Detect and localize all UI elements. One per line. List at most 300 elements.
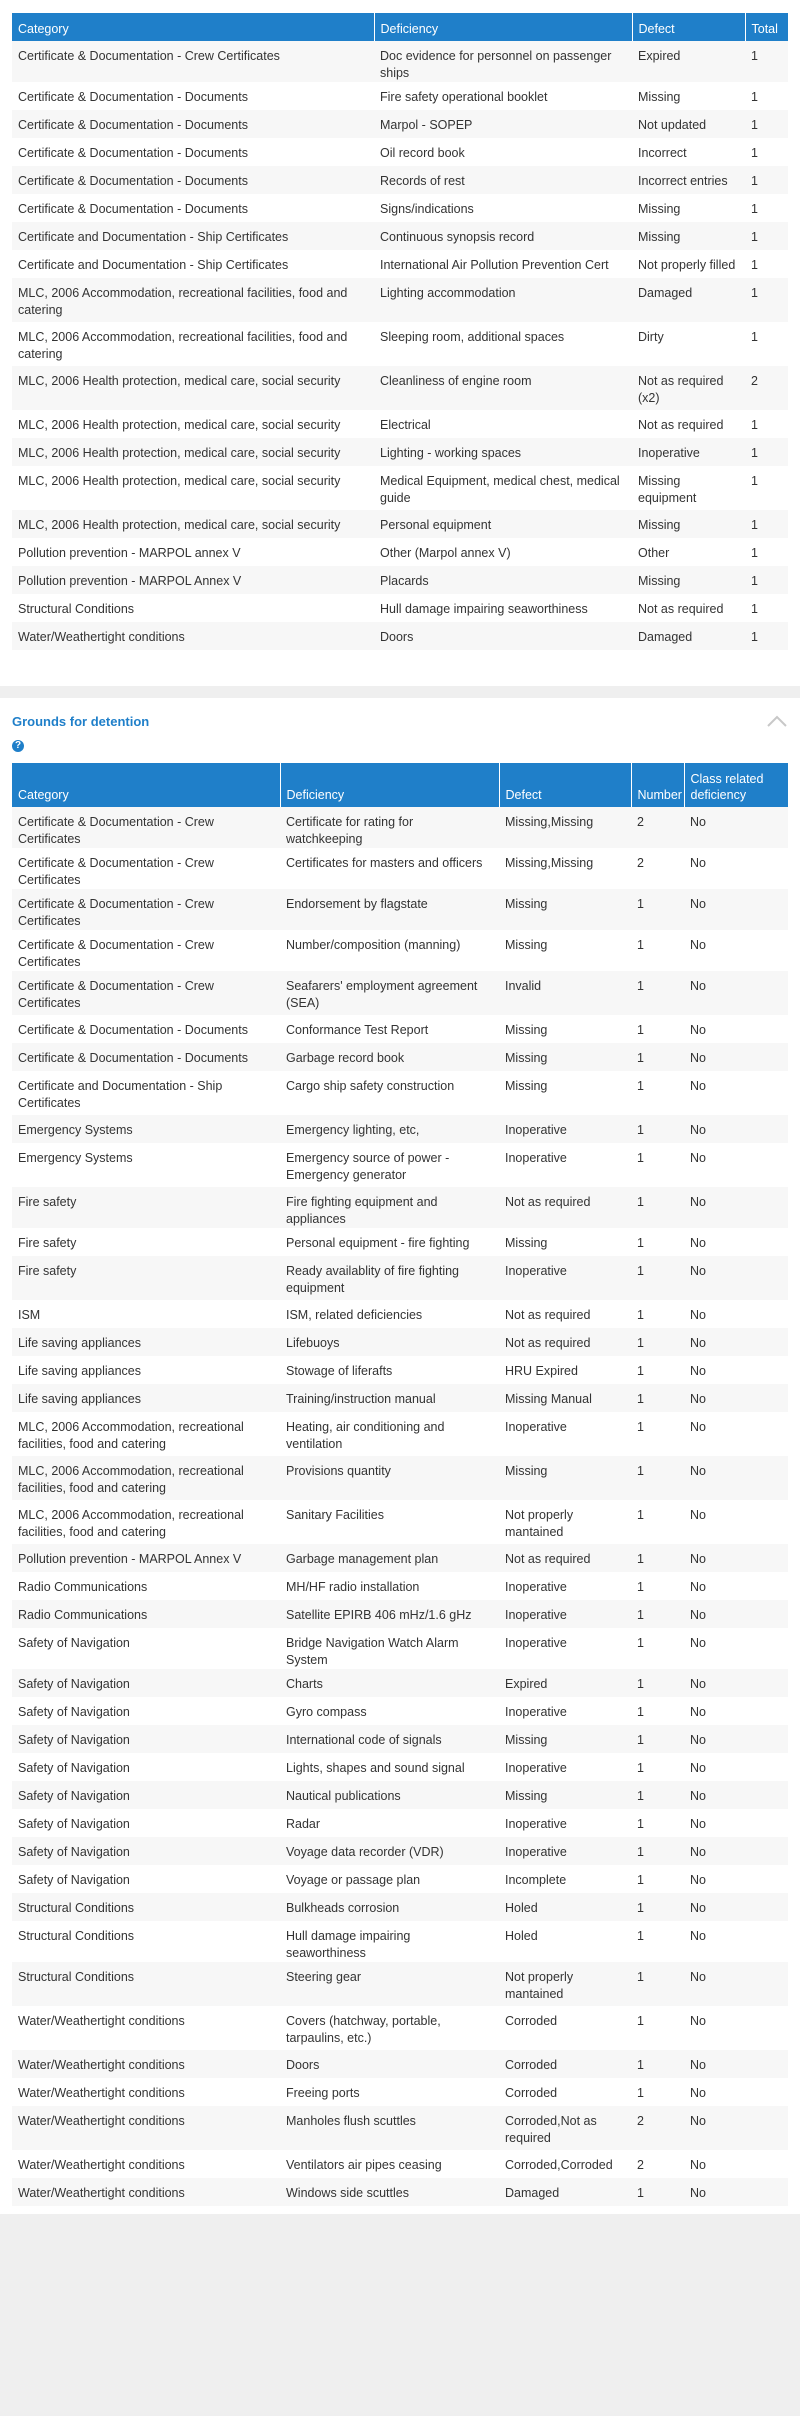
- cell-category: Certificate & Documentation - Crew Certificates: [18, 979, 214, 1010]
- table-row: [12, 1143, 788, 1187]
- table-header-row: [12, 763, 788, 807]
- cell-number: 1: [637, 1580, 644, 1594]
- cell-defect: Expired: [638, 49, 681, 63]
- cell-category: Certificate & Documentation - Documents: [18, 1023, 248, 1037]
- cell-defect: Missing,Missing: [505, 815, 594, 829]
- cell-class-related: No: [690, 1873, 706, 1887]
- cell-category: Certificate and Documentation - Ship Certificates: [18, 1079, 223, 1110]
- cell-defect: Inoperative: [505, 1705, 567, 1719]
- cell-deficiency: Lights, shapes and sound signal: [286, 1761, 465, 1775]
- table-row: [12, 1837, 788, 1865]
- table-row: [12, 1043, 788, 1071]
- table-row: [12, 322, 788, 366]
- cell-class-related: No: [690, 1123, 706, 1137]
- deficiencies-table: [12, 13, 788, 650]
- cell-deficiency: Doors: [380, 630, 414, 644]
- cell-defect: Inoperative: [638, 446, 700, 460]
- table-row: [12, 1256, 788, 1300]
- cell-defect: Not as required: [505, 1195, 591, 1209]
- cell-number: 1: [637, 1123, 644, 1137]
- cell-total: 1: [751, 518, 758, 532]
- table-row: [12, 848, 788, 889]
- cell-defect: Missing: [638, 574, 681, 588]
- cell-class-related: No: [690, 1970, 706, 1984]
- table-row: [12, 594, 788, 622]
- cell-defect: Inoperative: [505, 1845, 567, 1859]
- cell-defect: Incorrect entries: [638, 174, 728, 188]
- table-row: [12, 510, 788, 538]
- table-row: [12, 250, 788, 278]
- cell-number: 1: [637, 897, 644, 911]
- cell-deficiency: Garbage management plan: [286, 1552, 439, 1566]
- cell-category: Safety of Navigation: [18, 1761, 130, 1775]
- cell-defect: HRU Expired: [505, 1364, 578, 1378]
- cell-defect: Corroded: [505, 2014, 558, 2028]
- cell-total: 1: [751, 330, 758, 344]
- cell-class-related: No: [690, 1901, 706, 1915]
- cell-deficiency: Placards: [380, 574, 429, 588]
- cell-defect: Not as required (x2): [638, 374, 724, 405]
- cell-number: 1: [637, 1420, 644, 1434]
- cell-number: 2: [637, 2158, 644, 2172]
- cell-defect: Expired: [505, 1677, 548, 1691]
- cell-deficiency: Certificates for masters and officers: [286, 856, 483, 870]
- cell-deficiency: Medical Equipment, medical chest, medical guide: [380, 474, 620, 505]
- cell-defect: Missing: [638, 230, 681, 244]
- table-row: [12, 1725, 788, 1753]
- cell-deficiency: Voyage or passage plan: [286, 1873, 421, 1887]
- cell-defect: Inoperative: [505, 1151, 567, 1165]
- cell-number: 1: [637, 1873, 644, 1887]
- cell-defect: Missing: [505, 1733, 548, 1747]
- column-header-category[interactable]: Category: [12, 763, 280, 807]
- cell-number: 1: [637, 1051, 644, 1065]
- cell-number: 2: [637, 2114, 644, 2128]
- cell-category: Water/Weathertight conditions: [18, 2186, 185, 2200]
- column-header-deficiency[interactable]: Deficiency: [374, 13, 632, 41]
- cell-number: 1: [637, 1761, 644, 1775]
- cell-deficiency: Emergency lighting, etc,: [286, 1123, 420, 1137]
- cell-category: Certificate & Documentation - Crew Certificates: [18, 938, 214, 969]
- table-row: [12, 1865, 788, 1893]
- cell-defect: Inoperative: [505, 1636, 567, 1650]
- cell-category: Certificate & Documentation - Documents: [18, 1051, 248, 1065]
- chevron-up-icon[interactable]: [766, 714, 788, 728]
- cell-number: 1: [637, 1552, 644, 1566]
- table-row: [12, 1300, 788, 1328]
- column-header-category[interactable]: Category: [12, 13, 374, 41]
- cell-number: 1: [637, 1079, 644, 1093]
- table-row: [12, 1962, 788, 2006]
- cell-deficiency: Fire fighting equipment and appliances: [286, 1195, 438, 1226]
- cell-number: 1: [637, 2014, 644, 2028]
- cell-category: MLC, 2006 Accommodation, recreational facilities, food and catering: [18, 1508, 244, 1539]
- table-row: [12, 1356, 788, 1384]
- cell-class-related: No: [690, 1392, 706, 1406]
- table-row: [12, 930, 788, 971]
- cell-deficiency: Sanitary Facilities: [286, 1508, 384, 1522]
- cell-category: Safety of Navigation: [18, 1636, 130, 1650]
- table-row: [12, 971, 788, 1015]
- cell-defect: Corroded: [505, 2058, 558, 2072]
- cell-class-related: No: [690, 1789, 706, 1803]
- table-row: [12, 566, 788, 594]
- cell-total: 1: [751, 474, 758, 488]
- cell-number: 1: [637, 1195, 644, 1209]
- table-row: [12, 2106, 788, 2150]
- cell-defect: Missing equipment: [638, 474, 697, 505]
- cell-deficiency: Electrical: [380, 418, 431, 432]
- cell-number: 1: [637, 1023, 644, 1037]
- cell-category: Safety of Navigation: [18, 1789, 130, 1803]
- cell-deficiency: Sleeping room, additional spaces: [380, 330, 565, 344]
- cell-category: MLC, 2006 Accommodation, recreational facilities, food and catering: [18, 286, 348, 317]
- cell-deficiency: Emergency source of power - Emergency generator: [286, 1151, 450, 1182]
- table-row: [12, 1228, 788, 1256]
- cell-deficiency: Stowage of liferafts: [286, 1364, 393, 1378]
- cell-category: Structural Conditions: [18, 602, 135, 616]
- cell-defect: Inoperative: [505, 1123, 567, 1137]
- cell-class-related: No: [690, 1636, 706, 1650]
- cell-defect: Missing: [505, 1051, 548, 1065]
- cell-number: 1: [637, 1508, 644, 1522]
- table-row: [12, 1456, 788, 1500]
- column-header-defect[interactable]: Defect: [499, 763, 631, 807]
- cell-number: 1: [637, 1364, 644, 1378]
- cell-defect: Missing: [505, 1079, 548, 1093]
- cell-number: 1: [637, 1392, 644, 1406]
- cell-defect: Not properly filled: [638, 258, 736, 272]
- cell-defect: Missing: [638, 518, 681, 532]
- cell-category: Water/Weathertight conditions: [18, 630, 185, 644]
- cell-class-related: No: [690, 856, 706, 870]
- cell-class-related: No: [690, 1677, 706, 1691]
- table-row: [12, 1412, 788, 1456]
- cell-number: 1: [637, 1464, 644, 1478]
- cell-total: 1: [751, 146, 758, 160]
- cell-deficiency: MH/HF radio installation: [286, 1580, 420, 1594]
- cell-deficiency: Oil record book: [380, 146, 465, 160]
- cell-deficiency: Endorsement by flagstate: [286, 897, 428, 911]
- cell-category: Safety of Navigation: [18, 1845, 130, 1859]
- cell-class-related: No: [690, 1733, 706, 1747]
- cell-category: Safety of Navigation: [18, 1873, 130, 1887]
- cell-deficiency: Covers (hatchway, portable, tarpaulins, etc.): [286, 2014, 441, 2045]
- cell-number: 1: [637, 1608, 644, 1622]
- cell-deficiency: Charts: [286, 1677, 323, 1691]
- cell-number: 1: [637, 1970, 644, 1984]
- cell-deficiency: Continuous synopsis record: [380, 230, 535, 244]
- table-row: [12, 1115, 788, 1143]
- cell-class-related: No: [690, 1151, 706, 1165]
- cell-class-related: No: [690, 2086, 706, 2100]
- column-header-total[interactable]: Total: [745, 13, 788, 41]
- cell-number: 1: [637, 1264, 644, 1278]
- cell-category: Certificate & Documentation - Crew Certificates: [18, 49, 280, 63]
- cell-deficiency: Lifebuoys: [286, 1336, 340, 1350]
- cell-deficiency: Hull damage impairing seaworthiness: [380, 602, 588, 616]
- cell-number: 1: [637, 1705, 644, 1719]
- cell-defect: Inoperative: [505, 1264, 567, 1278]
- cell-category: Certificate & Documentation - Documents: [18, 118, 248, 132]
- cell-deficiency: Provisions quantity: [286, 1464, 391, 1478]
- help-icon[interactable]: ?: [12, 740, 24, 752]
- cell-class-related: No: [690, 1420, 706, 1434]
- cell-class-related: No: [690, 1023, 706, 1037]
- cell-deficiency: Lighting accommodation: [380, 286, 516, 300]
- cell-total: 1: [751, 546, 758, 560]
- cell-class-related: No: [690, 1929, 706, 1943]
- cell-class-related: No: [690, 1705, 706, 1719]
- cell-defect: Inoperative: [505, 1817, 567, 1831]
- cell-defect: Damaged: [638, 630, 693, 644]
- table-row: [12, 2078, 788, 2106]
- cell-total: 1: [751, 602, 758, 616]
- cell-number: 1: [637, 2186, 644, 2200]
- cell-class-related: No: [690, 815, 706, 829]
- cell-category: Structural Conditions: [18, 1901, 135, 1915]
- cell-number: 2: [637, 856, 644, 870]
- cell-defect: Missing,Missing: [505, 856, 594, 870]
- table-row: [12, 410, 788, 438]
- cell-class-related: No: [690, 1264, 706, 1278]
- cell-total: 1: [751, 118, 758, 132]
- cell-deficiency: Gyro compass: [286, 1705, 367, 1719]
- cell-defect: Missing Manual: [505, 1392, 592, 1406]
- cell-category: Fire safety: [18, 1264, 77, 1278]
- cell-deficiency: Doc evidence for personnel on passenger ships: [380, 49, 612, 80]
- cell-defect: Missing: [638, 202, 681, 216]
- cell-class-related: No: [690, 1079, 706, 1093]
- table-row: [12, 366, 788, 410]
- table-row: [12, 1015, 788, 1043]
- cell-defect: Invalid: [505, 979, 542, 993]
- cell-deficiency: Training/instruction manual: [286, 1392, 436, 1406]
- cell-number: 1: [637, 1733, 644, 1747]
- table-row: [12, 1600, 788, 1628]
- cell-class-related: No: [690, 2158, 706, 2172]
- cell-number: 1: [637, 1677, 644, 1691]
- cell-category: Certificate & Documentation - Crew Certificates: [18, 856, 214, 887]
- cell-number: 1: [637, 2086, 644, 2100]
- cell-defect: Missing: [505, 1236, 548, 1250]
- cell-number: 1: [637, 979, 644, 993]
- cell-class-related: No: [690, 1195, 706, 1209]
- table-row: [12, 889, 788, 930]
- cell-deficiency: Bridge Navigation Watch Alarm System: [286, 1636, 459, 1667]
- cell-deficiency: Other (Marpol annex V): [380, 546, 511, 560]
- table-row: [12, 1809, 788, 1837]
- table-row: [12, 1544, 788, 1572]
- cell-deficiency: Number/composition (manning): [286, 938, 461, 952]
- table-row: [12, 2050, 788, 2078]
- cell-deficiency: Bulkheads corrosion: [286, 1901, 400, 1915]
- cell-defect: Dirty: [638, 330, 664, 344]
- cell-category: Life saving appliances: [18, 1364, 141, 1378]
- table-row: [12, 2006, 788, 2050]
- cell-class-related: No: [690, 2014, 706, 2028]
- cell-category: MLC, 2006 Health protection, medical care, social security: [18, 418, 341, 432]
- cell-deficiency: Doors: [286, 2058, 320, 2072]
- cell-category: Fire safety: [18, 1195, 77, 1209]
- table-row: [12, 222, 788, 250]
- cell-number: 1: [637, 1817, 644, 1831]
- cell-deficiency: Cleanliness of engine room: [380, 374, 532, 388]
- cell-category: Certificate and Documentation - Ship Certificates: [18, 258, 289, 272]
- cell-deficiency: Garbage record book: [286, 1051, 405, 1065]
- detention-panel: [0, 698, 800, 2214]
- cell-category: MLC, 2006 Health protection, medical care, social security: [18, 374, 341, 388]
- cell-defect: Inoperative: [505, 1761, 567, 1775]
- cell-category: Radio Communications: [18, 1580, 148, 1594]
- cell-deficiency: Cargo ship safety construction: [286, 1079, 455, 1093]
- cell-defect: Corroded,Corroded: [505, 2158, 613, 2172]
- cell-class-related: No: [690, 1364, 706, 1378]
- column-header-deficiency[interactable]: Deficiency: [280, 763, 499, 807]
- table-row: [12, 1697, 788, 1725]
- cell-defect: Inoperative: [505, 1580, 567, 1594]
- table-row: [12, 538, 788, 566]
- cell-category: Pollution prevention - MARPOL Annex V: [18, 1552, 242, 1566]
- cell-category: Safety of Navigation: [18, 1733, 130, 1747]
- cell-deficiency: Ready availablity of fire fighting equipment: [286, 1264, 460, 1295]
- cell-defect: Missing: [505, 938, 548, 952]
- cell-defect: Other: [638, 546, 670, 560]
- cell-total: 1: [751, 286, 758, 300]
- table-row: [12, 1071, 788, 1115]
- cell-number: 1: [637, 1308, 644, 1322]
- cell-deficiency: Seafarers' employment agreement (SEA): [286, 979, 478, 1010]
- cell-deficiency: Personal equipment - fire fighting: [286, 1236, 470, 1250]
- cell-deficiency: Fire safety operational booklet: [380, 90, 548, 104]
- cell-category: Safety of Navigation: [18, 1705, 130, 1719]
- table-row: [12, 138, 788, 166]
- cell-total: 1: [751, 574, 758, 588]
- cell-category: Pollution prevention - MARPOL Annex V: [18, 574, 242, 588]
- table-row: [12, 466, 788, 510]
- cell-number: 2: [637, 815, 644, 829]
- cell-category: MLC, 2006 Accommodation, recreational facilities, food and catering: [18, 1464, 244, 1495]
- table-row: [12, 110, 788, 138]
- column-header-class-related[interactable]: Class related deficiency: [684, 763, 788, 807]
- cell-class-related: No: [690, 1761, 706, 1775]
- cell-defect: Incomplete: [505, 1873, 567, 1887]
- cell-category: Certificate & Documentation - Documents: [18, 202, 248, 216]
- detention-table: [12, 763, 788, 2206]
- cell-deficiency: Voyage data recorder (VDR): [286, 1845, 444, 1859]
- cell-class-related: No: [690, 1308, 706, 1322]
- cell-class-related: No: [690, 1464, 706, 1478]
- cell-class-related: No: [690, 2186, 706, 2200]
- cell-category: ISM: [18, 1308, 41, 1322]
- cell-category: MLC, 2006 Accommodation, recreational facilities, food and catering: [18, 1420, 244, 1451]
- cell-class-related: No: [690, 1051, 706, 1065]
- table-row: [12, 1328, 788, 1356]
- cell-category: Certificate & Documentation - Documents: [18, 146, 248, 160]
- cell-category: Water/Weathertight conditions: [18, 2014, 185, 2028]
- cell-category: Structural Conditions: [18, 1929, 135, 1943]
- table-row: [12, 2150, 788, 2178]
- cell-deficiency: Freeing ports: [286, 2086, 360, 2100]
- cell-total: 1: [751, 230, 758, 244]
- cell-deficiency: Hull damage impairing seaworthiness: [286, 1929, 411, 1960]
- cell-category: MLC, 2006 Accommodation, recreational facilities, food and catering: [18, 330, 348, 361]
- cell-category: Certificate & Documentation - Crew Certificates: [18, 815, 214, 846]
- cell-category: Certificate and Documentation - Ship Certificates: [18, 230, 289, 244]
- cell-total: 1: [751, 90, 758, 104]
- cell-defect: Holed: [505, 1929, 538, 1943]
- cell-defect: Not as required: [505, 1308, 591, 1322]
- cell-number: 1: [637, 938, 644, 952]
- table-row: [12, 807, 788, 848]
- cell-defect: Not properly mantained: [505, 1508, 574, 1539]
- cell-category: Radio Communications: [18, 1608, 148, 1622]
- cell-deficiency: International code of signals: [286, 1733, 442, 1747]
- table-row: [12, 2178, 788, 2206]
- table-row: [12, 82, 788, 110]
- table-row: [12, 1753, 788, 1781]
- cell-class-related: No: [690, 1508, 706, 1522]
- table-row: [12, 1781, 788, 1809]
- cell-category: Water/Weathertight conditions: [18, 2058, 185, 2072]
- section-title: Grounds for detention: [12, 713, 150, 729]
- cell-total: 1: [751, 418, 758, 432]
- cell-number: 1: [637, 1789, 644, 1803]
- cell-number: 1: [637, 1901, 644, 1915]
- cell-defect: Missing: [505, 1464, 548, 1478]
- cell-class-related: No: [690, 1552, 706, 1566]
- table-row: [12, 194, 788, 222]
- table-row: [12, 41, 788, 82]
- table-row: [12, 1921, 788, 1962]
- cell-category: MLC, 2006 Health protection, medical care, social security: [18, 518, 341, 532]
- cell-total: 1: [751, 49, 758, 63]
- cell-deficiency: Steering gear: [286, 1970, 362, 1984]
- cell-category: Certificate & Documentation - Crew Certificates: [18, 897, 214, 928]
- cell-category: Structural Conditions: [18, 1970, 135, 1984]
- deficiencies-panel: [0, 0, 800, 686]
- column-header-number[interactable]: Number: [631, 763, 684, 807]
- cell-deficiency: Manholes flush scuttles: [286, 2114, 416, 2128]
- cell-deficiency: Ventilators air pipes ceasing: [286, 2158, 442, 2172]
- cell-defect: Damaged: [505, 2186, 560, 2200]
- cell-category: Certificate & Documentation - Documents: [18, 174, 248, 188]
- column-header-defect[interactable]: Defect: [632, 13, 745, 41]
- cell-category: Life saving appliances: [18, 1392, 141, 1406]
- cell-number: 1: [637, 1151, 644, 1165]
- cell-number: 1: [637, 1636, 644, 1650]
- cell-class-related: No: [690, 2058, 706, 2072]
- cell-total: 1: [751, 258, 758, 272]
- table-row: [12, 1572, 788, 1600]
- cell-category: Water/Weathertight conditions: [18, 2158, 185, 2172]
- cell-deficiency: Satellite EPIRB 406 mHz/1.6 gHz: [286, 1608, 472, 1622]
- cell-deficiency: Certificate for rating for watchkeeping: [286, 815, 414, 846]
- cell-class-related: No: [690, 1608, 706, 1622]
- cell-category: Life saving appliances: [18, 1336, 141, 1350]
- cell-category: Pollution prevention - MARPOL annex V: [18, 546, 241, 560]
- table-row: [12, 278, 788, 322]
- table-row: [12, 622, 788, 650]
- cell-category: Certificate & Documentation - Documents: [18, 90, 248, 104]
- cell-defect: Missing: [505, 1023, 548, 1037]
- cell-deficiency: ISM, related deficiencies: [286, 1308, 423, 1322]
- cell-deficiency: Heating, air conditioning and ventilation: [286, 1420, 445, 1451]
- cell-class-related: No: [690, 2114, 706, 2128]
- cell-defect: Not as required: [505, 1552, 591, 1566]
- table-row: [12, 166, 788, 194]
- cell-total: 1: [751, 202, 758, 216]
